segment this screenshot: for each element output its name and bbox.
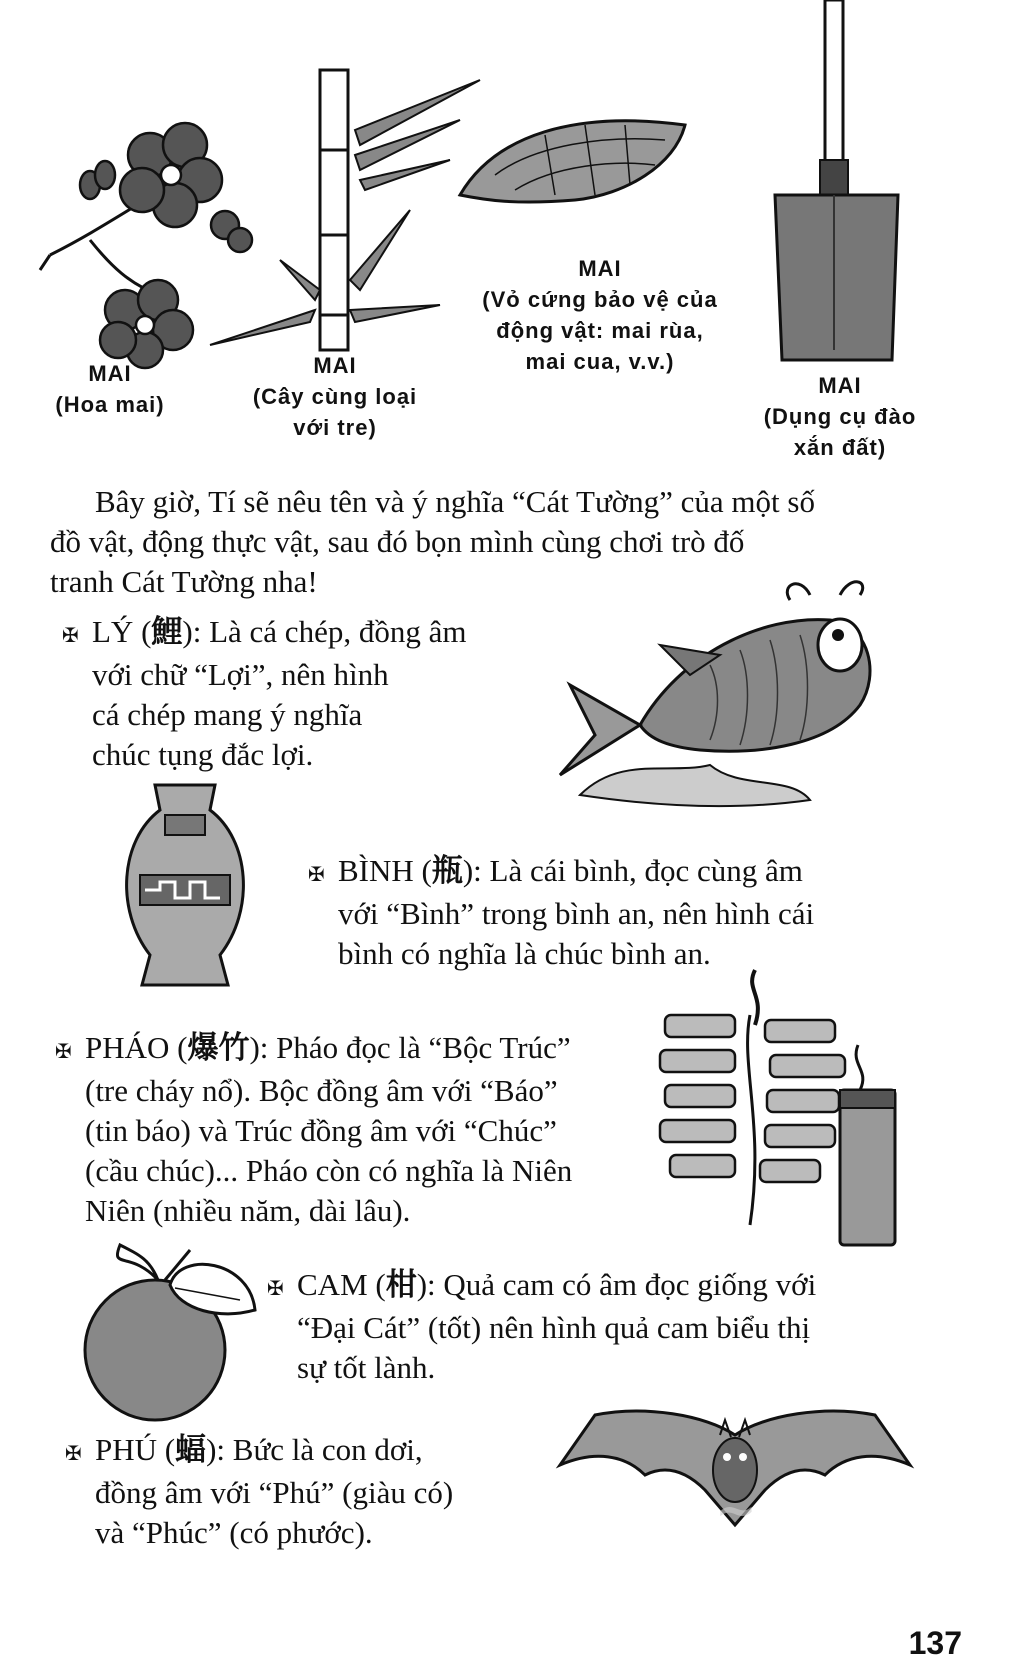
vase-illustration	[110, 780, 260, 1000]
entry-term: PHÁO (	[85, 1030, 188, 1065]
entry-hanzi: 蝠	[175, 1432, 207, 1468]
caption-mai-rua	[455, 253, 745, 377]
intro-line: tranh Cát Tường nha!	[50, 564, 318, 599]
orange-illustration	[70, 1240, 270, 1425]
entry-hanzi: 爆竹	[187, 1030, 250, 1066]
caption-desc: (Hoa mai)	[55, 392, 165, 417]
entry-hanzi: 鯉	[151, 614, 183, 650]
watermark: ~	[715, 1480, 757, 1539]
turtle-shell-illustration	[455, 105, 705, 215]
entry-ly	[62, 612, 552, 775]
caption-hoa-mai	[40, 358, 180, 420]
entry-term: BÌNH (	[338, 853, 432, 888]
caption-title: MAI	[313, 353, 357, 378]
caption-desc: động vật: mai rùa,	[496, 318, 704, 343]
entry-hanzi: 柑	[385, 1267, 417, 1303]
entry-term: LÝ (	[92, 614, 152, 649]
firecracker-illustration	[655, 965, 920, 1250]
entry-line: (cầu chúc)... Pháo còn có nghĩa là Niên	[85, 1153, 573, 1188]
entry-rest: ): Pháo đọc là “Bộc Trúc”	[249, 1030, 571, 1065]
caption-desc: mai cua, v.v.)	[525, 349, 675, 374]
bullet-icon: ✠	[65, 1441, 82, 1465]
carp-illustration	[540, 575, 890, 810]
intro-line: đồ vật, động thực vật, sau đó bọn mình cùng chơi trò đố	[50, 524, 745, 559]
caption-desc: (Dụng cụ đào	[763, 404, 917, 429]
entry-line: sự tốt lành.	[297, 1350, 436, 1385]
entry-rest: ): Là cái bình, đọc cùng âm	[462, 853, 803, 888]
entry-rest: ): Quả cam có âm đọc giống với	[416, 1267, 817, 1302]
entry-line: (tre cháy nổ). Bộc đồng âm với “Báo”	[85, 1073, 558, 1108]
entry-phao	[55, 1028, 665, 1231]
caption-desc: (Vỏ cứng bảo vệ của	[482, 287, 718, 312]
entry-line: cá chép mang ý nghĩa	[92, 697, 363, 732]
entry-line: Niên (nhiều năm, dài lâu).	[85, 1193, 411, 1228]
caption-title: MAI	[818, 373, 862, 398]
shovel-illustration	[770, 0, 910, 365]
entry-line: với chữ “Lợi”, nên hình	[92, 657, 389, 692]
page-number: 137	[908, 1625, 962, 1661]
entry-cam	[267, 1265, 907, 1388]
bullet-icon: ✠	[308, 862, 325, 886]
entry-term: PHÚ (	[95, 1432, 176, 1467]
entry-rest: ): Bức là con dơi,	[206, 1432, 423, 1467]
entry-rest: ): Là cá chép, đồng âm	[182, 614, 467, 649]
entry-line: đồng âm với “Phú” (giàu có)	[95, 1475, 454, 1510]
entry-term: CAM (	[297, 1267, 386, 1302]
caption-desc: xắn đất)	[793, 435, 887, 460]
caption-desc: (Cây cùng loại	[252, 384, 418, 409]
entry-line: và “Phúc” (có phước).	[95, 1515, 373, 1550]
entry-line: bình có nghĩa là chúc bình an.	[338, 936, 711, 971]
bullet-icon: ✠	[62, 623, 79, 647]
entry-binh	[308, 851, 908, 974]
caption-desc: với tre)	[293, 415, 377, 440]
entry-line: với “Bình” trong bình an, nên hình cái	[338, 896, 815, 931]
bullet-icon: ✠	[55, 1039, 72, 1063]
entry-phu	[65, 1430, 555, 1553]
caption-title: MAI	[578, 256, 622, 281]
caption-cay-mai	[240, 350, 430, 443]
entry-hanzi: 瓶	[431, 853, 463, 889]
caption-dung-cu	[745, 370, 935, 463]
entry-line: (tin báo) và Trúc đồng âm với “Chúc”	[85, 1113, 557, 1148]
entry-line: chúc tụng đắc lợi.	[92, 737, 314, 772]
entry-line: “Đại Cát” (tốt) nên hình quả cam biểu thị	[297, 1310, 811, 1345]
bullet-icon: ✠	[267, 1276, 284, 1300]
caption-title: MAI	[88, 361, 132, 386]
intro-line: Bây giờ, Tí sẽ nêu tên và ý nghĩa “Cát Tường” của một số	[95, 484, 815, 519]
